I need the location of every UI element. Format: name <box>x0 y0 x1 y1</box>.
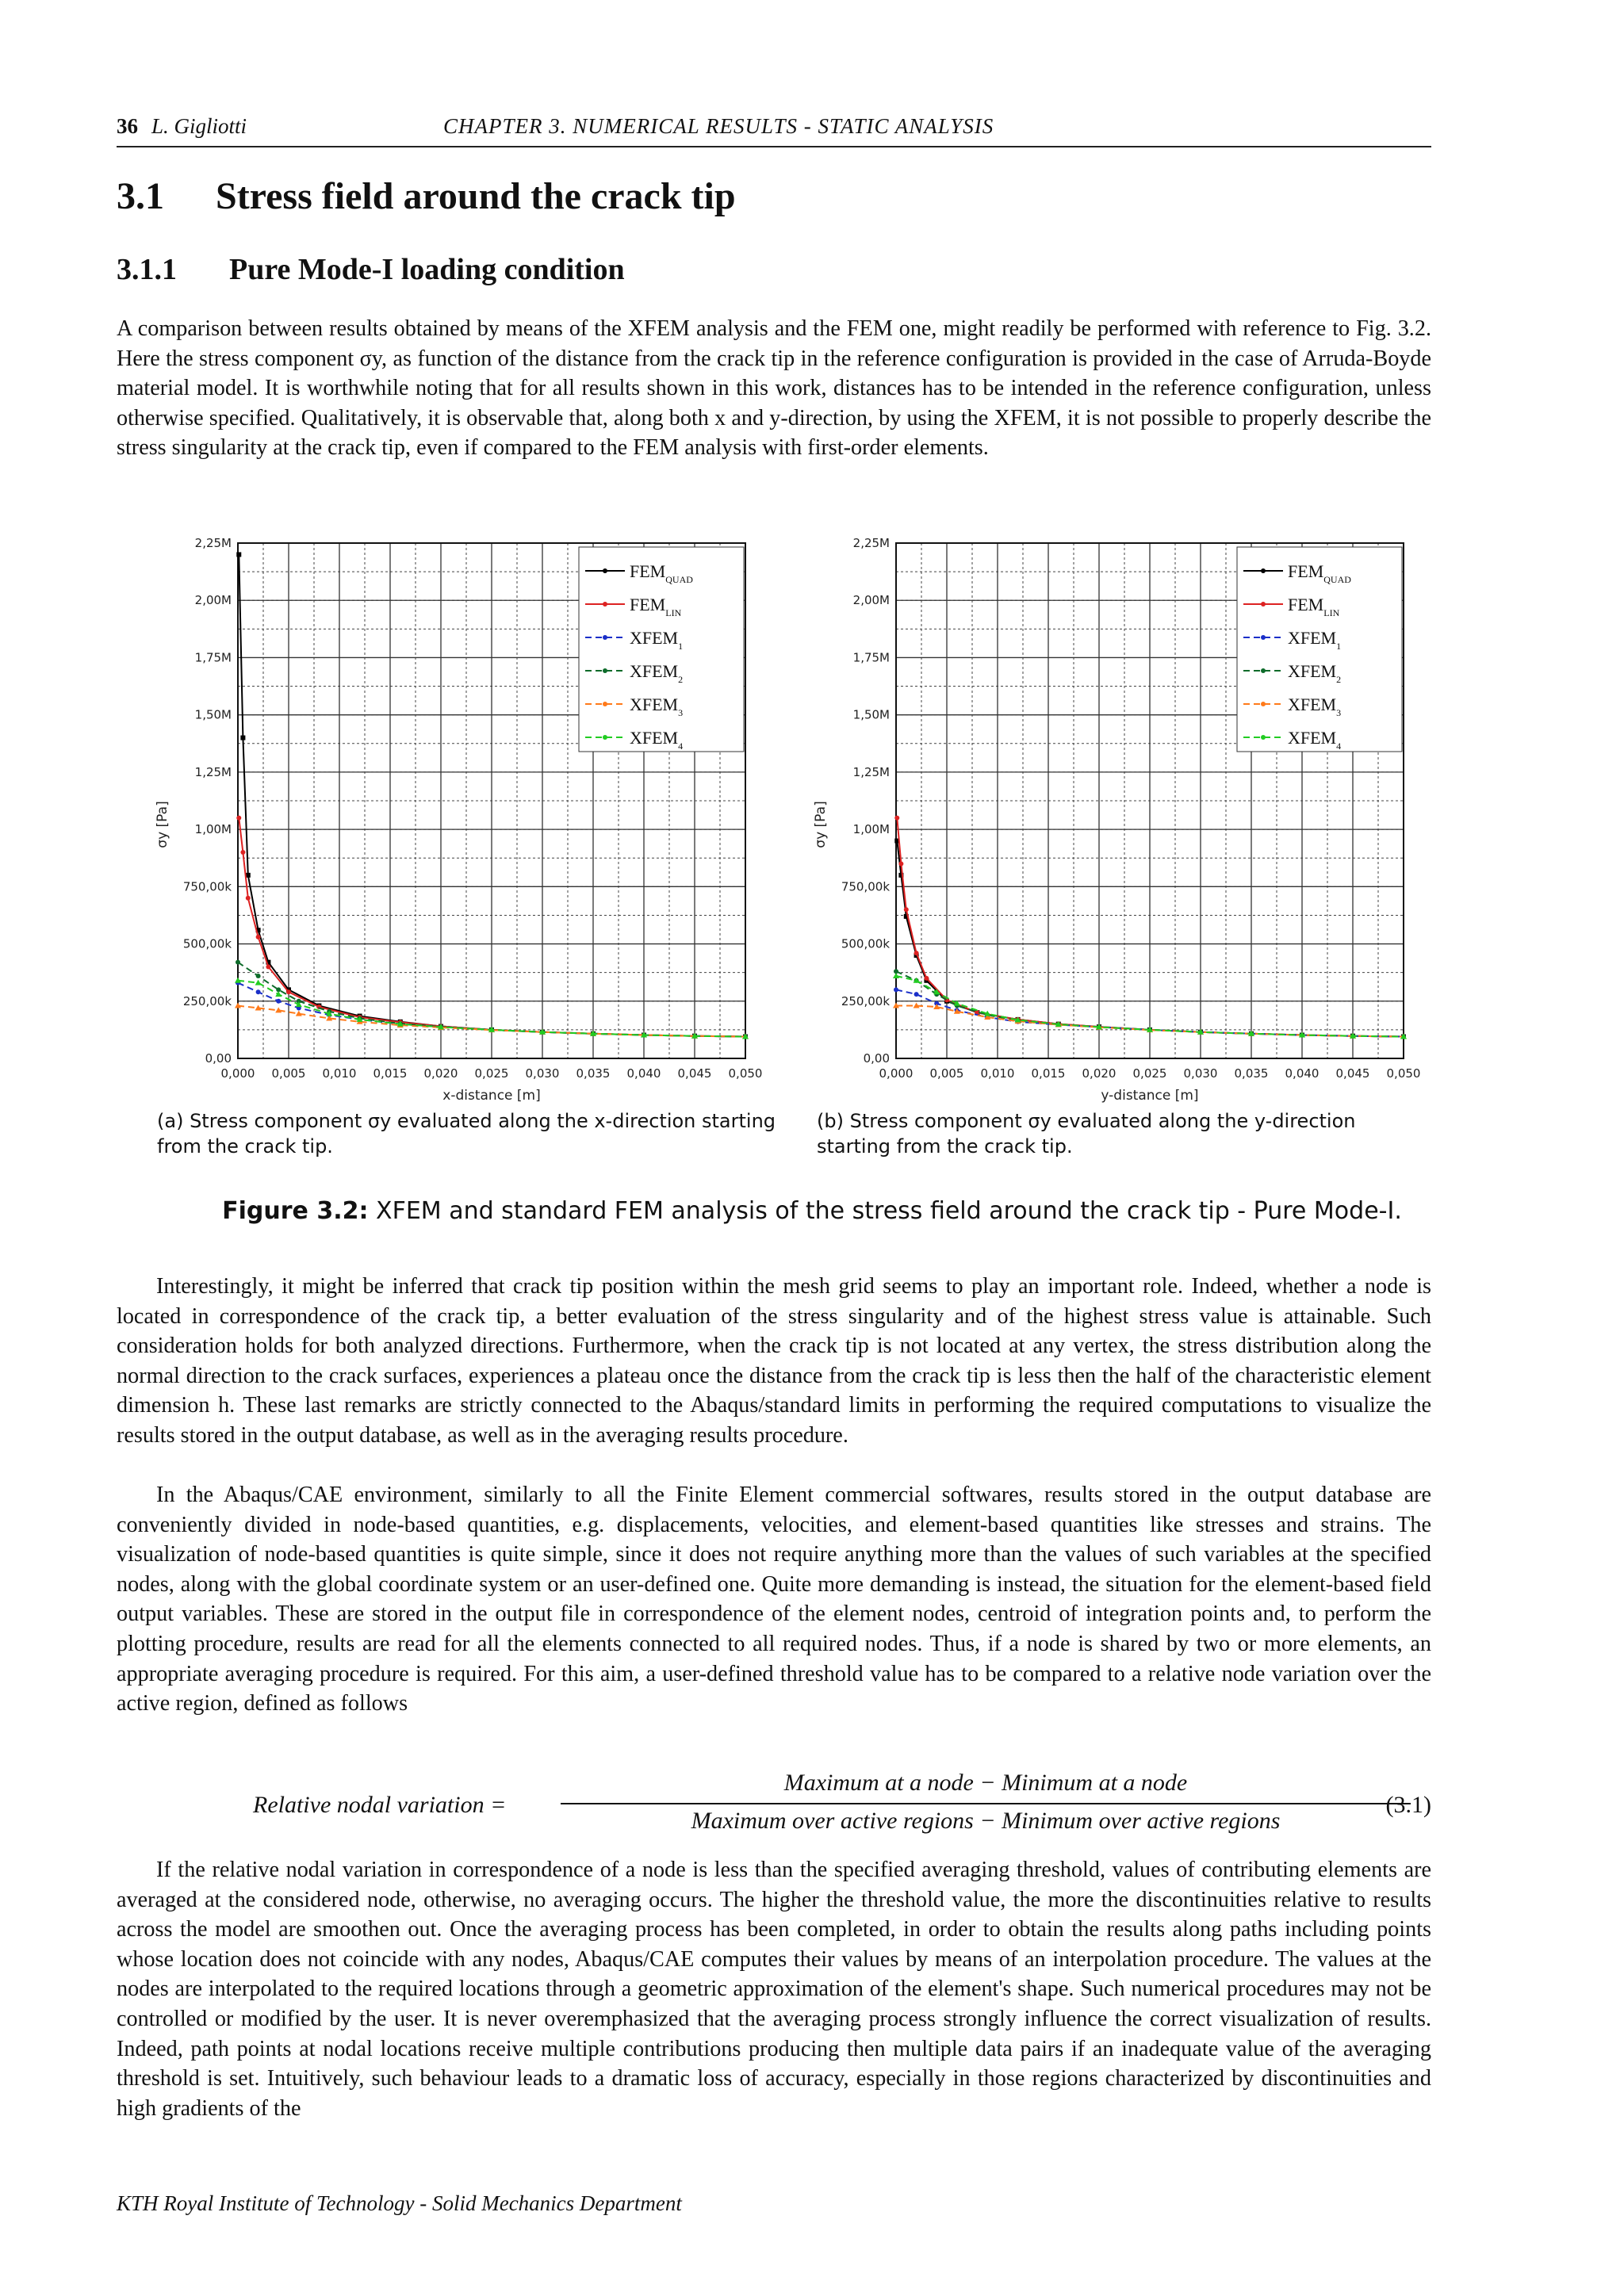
data-point-FEM_QUAD <box>240 736 245 740</box>
subsection-title: Pure Mode-I loading condition <box>229 253 625 286</box>
data-point-FEM_LIN <box>246 896 251 901</box>
data-point-FEM_LIN <box>256 935 261 939</box>
section-number: 3.1 <box>117 175 164 217</box>
x-axis-label: x-distance [m] <box>442 1088 541 1104</box>
legend-entry: $XFEM_1$ <box>630 628 684 652</box>
y-axis-label: σy [Pa] <box>813 801 829 848</box>
equation-3-1 <box>117 1770 1431 1841</box>
legend-marker-XFEM_1 <box>603 635 607 640</box>
y-tick-label: 1,00M <box>194 822 232 837</box>
y-tick-label: 1,50M <box>194 707 232 722</box>
x-tick-label: 0,010 <box>980 1066 1015 1081</box>
y-tick-label: 2,25M <box>194 536 232 550</box>
figure-caption-text: XFEM and standard FEM analysis of the stress field around the crack tip - Pure Mode-I. <box>368 1197 1402 1225</box>
x-tick-label: 0,025 <box>474 1066 509 1081</box>
x-tick-label: 0,030 <box>1183 1066 1218 1081</box>
data-point-FEM_LIN <box>894 816 899 821</box>
subsection-heading <box>117 252 625 287</box>
data-point-FEM_QUAD <box>236 552 241 557</box>
header-chapter: CHAPTER 3. NUMERICAL RESULTS - STATIC ANALYSIS <box>443 114 994 138</box>
legend-marker-XFEM_4 <box>1261 735 1266 740</box>
y-tick-label: 0,00 <box>863 1051 890 1066</box>
x-tick-label: 0,040 <box>1285 1066 1320 1081</box>
y-tick-label: 2,25M <box>852 536 890 550</box>
data-point-FEM_LIN <box>914 951 919 955</box>
x-tick-label: 0,045 <box>1335 1066 1370 1081</box>
y-tick-label: 0,00 <box>205 1051 232 1066</box>
x-tick-label: 0,005 <box>929 1066 964 1081</box>
figure-caption <box>0 1197 1624 1225</box>
x-tick-label: 0,005 <box>271 1066 306 1081</box>
subcaption-a: (a) Stress component σy evaluated along the x-direction starting from the crack tip. <box>157 1110 776 1158</box>
x-tick-label: 0,035 <box>1234 1066 1269 1081</box>
legend-marker-FEM_LIN <box>1261 602 1266 607</box>
chart-b <box>809 527 1427 1106</box>
header-author: L. Gigliotti <box>151 114 247 138</box>
legend-entry: $XFEM_1$ <box>1288 628 1342 652</box>
y-tick-label: 750,00k <box>841 879 890 894</box>
data-point-XFEM_2 <box>236 960 240 965</box>
paragraph-4: If the relative nodal variation in correspondence of a node is less than the specified averaging threshold, values of contributing elements are averaged at the considered node, otherwise, no averaging occurs. The higher the threshold value, the more the discontinuities relative to results across the model are smoothen out. Once the averaging process has been completed, in order to obtain the results along paths including points whose location does not coincide with any nodes, Abaqus/CAE computes their values by means of an interpolation procedure. The values at the nodes are interpolated to the required locations through a geometric approximation of the element's shape. Such numerical procedures may not be controlled or modified by the user. It is never overemphasized that the averaging process strongly influence the correct visualization of results. Indeed, path points at nodal locations receive multiple contributions producing then multiple data pairs if an inadequate value of the averaging threshold is set. Intuitively, such behaviour leads to a dramatic loss of accuracy, especially in those regions characterized by discontinuities and high gradients of the <box>117 1858 1431 2121</box>
legend-marker-FEM_LIN <box>603 602 607 607</box>
y-tick-label: 1,00M <box>852 822 890 837</box>
x-tick-label: 0,010 <box>322 1066 357 1081</box>
data-point-FEM_LIN <box>266 964 270 969</box>
x-tick-label: 0,015 <box>373 1066 408 1081</box>
legend-marker-XFEM_2 <box>1261 668 1266 673</box>
section-title: Stress field around the crack tip <box>216 175 736 217</box>
data-point-XFEM_1 <box>276 999 281 1004</box>
paragraph-3: In the Abaqus/CAE environment, similarly to all the Finite Element commercial softwares, results stored in the output database are conveniently divided in node-based quantities, e.g. displacements, velocities, and element-based quantities like stresses and strains. The visualization of node-based quantities is quite simple, since it does not require anything more than the values of such variables at the specified nodes, along with the global coordinate system or an user-defined one. Quite more demanding is instead, the situation for the element-based field output variables. These are stored in the output file in correspondence of the element nodes, centroid of integration points and, to perform the plotting procedure, results are read for all the elements connected to all required nodes. Thus, if a node is shared by two or more elements, an appropriate averaging procedure is required. For this aim, a user-defined threshold value has to be compared to a relative node variation over the active region, defined as follows <box>117 1483 1431 1716</box>
legend-entry: $FEM_{LIN}$ <box>1288 595 1340 618</box>
data-point-FEM_LIN <box>240 850 245 855</box>
subcaption-b: (b) Stress component σy evaluated along the y-direction starting from the crack tip. <box>817 1110 1356 1158</box>
legend-marker-XFEM_2 <box>603 668 607 673</box>
y-tick-label: 1,50M <box>852 707 890 722</box>
equation-fraction <box>561 1770 1411 1835</box>
x-tick-label: 0,035 <box>576 1066 611 1081</box>
legend-entry: $FEM_{QUAD}$ <box>630 561 693 585</box>
equation-denominator: Maximum over active regions − Minimum over active regions <box>691 1808 1281 1834</box>
equation-numerator: Maximum at a node − Minimum at a node <box>561 1770 1411 1804</box>
y-tick-label: 750,00k <box>182 879 232 894</box>
data-point-FEM_LIN <box>898 861 903 866</box>
data-point-XFEM_2 <box>256 974 261 978</box>
legend-marker-XFEM_3 <box>1261 702 1266 706</box>
y-tick-label: 1,25M <box>852 764 890 779</box>
y-tick-label: 2,00M <box>852 593 890 608</box>
x-tick-label: 0,040 <box>626 1066 661 1081</box>
data-point-XFEM_4 <box>255 980 262 985</box>
data-point-XFEM_1 <box>894 987 898 992</box>
x-tick-label: 0,030 <box>525 1066 560 1081</box>
page-footer: KTH Royal Institute of Technology - Solid Mechanics Department <box>117 2191 682 2215</box>
x-axis-label: y-distance [m] <box>1101 1088 1199 1104</box>
data-point-XFEM_4 <box>893 973 899 978</box>
legend-marker-XFEM_4 <box>603 735 607 740</box>
x-tick-label: 0,025 <box>1132 1066 1167 1081</box>
x-tick-label: 0,045 <box>677 1066 712 1081</box>
paragraph-1: A comparison between results obtained by means of the XFEM analysis and the FEM one, might readily be performed with reference to Fig. 3.2. Here the stress component σy, as function of the distance from the crack tip in the reference configuration is provided in the case of Arruda-Boyde material model. It is worthwhile noting that for all results shown in this work, distances has to be intended in the reference configuration, unless otherwise specified. Qualitatively, it is observable that, along both x and y-direction, by using the XFEM, it is not possible to properly describe the stress singularity at the crack tip, even if compared to the FEM analysis with first-order elements. <box>117 316 1431 461</box>
data-point-FEM_LIN <box>924 976 929 981</box>
legend-entry: $XFEM_3$ <box>1288 695 1342 718</box>
figure-caption-label: Figure 3.2: <box>222 1197 369 1225</box>
legend-entry: $XFEM_2$ <box>630 661 684 685</box>
legend-marker-XFEM_3 <box>603 702 607 706</box>
legend-marker-FEM_QUAD <box>603 568 607 573</box>
legend-marker-FEM_QUAD <box>1261 568 1266 573</box>
running-header <box>117 109 1431 147</box>
y-tick-label: 500,00k <box>182 936 232 951</box>
y-tick-label: 500,00k <box>841 936 890 951</box>
y-tick-label: 1,75M <box>194 650 232 665</box>
y-tick-label: 250,00k <box>182 993 232 1008</box>
equation-lhs: Relative nodal variation = <box>253 1792 507 1818</box>
subsection-number: 3.1.1 <box>117 253 177 286</box>
legend-entry: $FEM_{QUAD}$ <box>1288 561 1351 585</box>
page-number: 36 <box>117 114 138 138</box>
x-tick-label: 0,050 <box>728 1066 763 1081</box>
x-tick-label: 0,020 <box>1082 1066 1116 1081</box>
data-point-XFEM_1 <box>256 989 261 994</box>
data-point-FEM_LIN <box>904 907 909 912</box>
legend-marker-XFEM_1 <box>1261 635 1266 640</box>
y-tick-label: 1,25M <box>194 764 232 779</box>
x-tick-label: 0,050 <box>1386 1066 1421 1081</box>
legend-entry: $XFEM_2$ <box>1288 661 1342 685</box>
x-tick-label: 0,015 <box>1031 1066 1066 1081</box>
legend-entry: $XFEM_3$ <box>630 695 684 718</box>
data-point-FEM_LIN <box>236 816 241 821</box>
y-tick-label: 2,00M <box>194 593 232 608</box>
y-tick-label: 250,00k <box>841 993 890 1008</box>
chart-a <box>151 527 769 1106</box>
equation-tag: (3.1) <box>1385 1792 1431 1818</box>
data-point-FEM_LIN <box>286 989 291 994</box>
legend-entry: $FEM_{LIN}$ <box>630 595 682 618</box>
x-tick-label: 0,020 <box>423 1066 458 1081</box>
section-heading <box>117 174 736 218</box>
x-tick-label: 0,000 <box>879 1066 914 1081</box>
legend-entry: $XFEM_4$ <box>1288 728 1342 752</box>
paragraph-2: Interestingly, it might be inferred that crack tip position within the mesh grid seems to play an important role. Indeed, whether a node is located in correspondence of the crack tip, a better evaluation of the stress singularity and of the highest stress value is attainable. Such consideration holds for both analyzed directions. Furthermore, when the crack tip is not located at any vertex, the stress distribution along the normal direction to the crack surfaces, experiences a plateau once the distance from the crack tip is less then the half of the characteristic element dimension h. These last remarks are strictly connected to the Abaqus/standard limits in performing the required computations to visualize the results stored in the output database, as well as in the averaging results procedure. <box>117 1274 1431 1448</box>
x-tick-label: 0,000 <box>220 1066 255 1081</box>
y-axis-label: σy [Pa] <box>155 801 170 848</box>
data-point-XFEM_1 <box>914 992 919 997</box>
y-tick-label: 1,75M <box>852 650 890 665</box>
legend-entry: $XFEM_4$ <box>630 728 684 752</box>
